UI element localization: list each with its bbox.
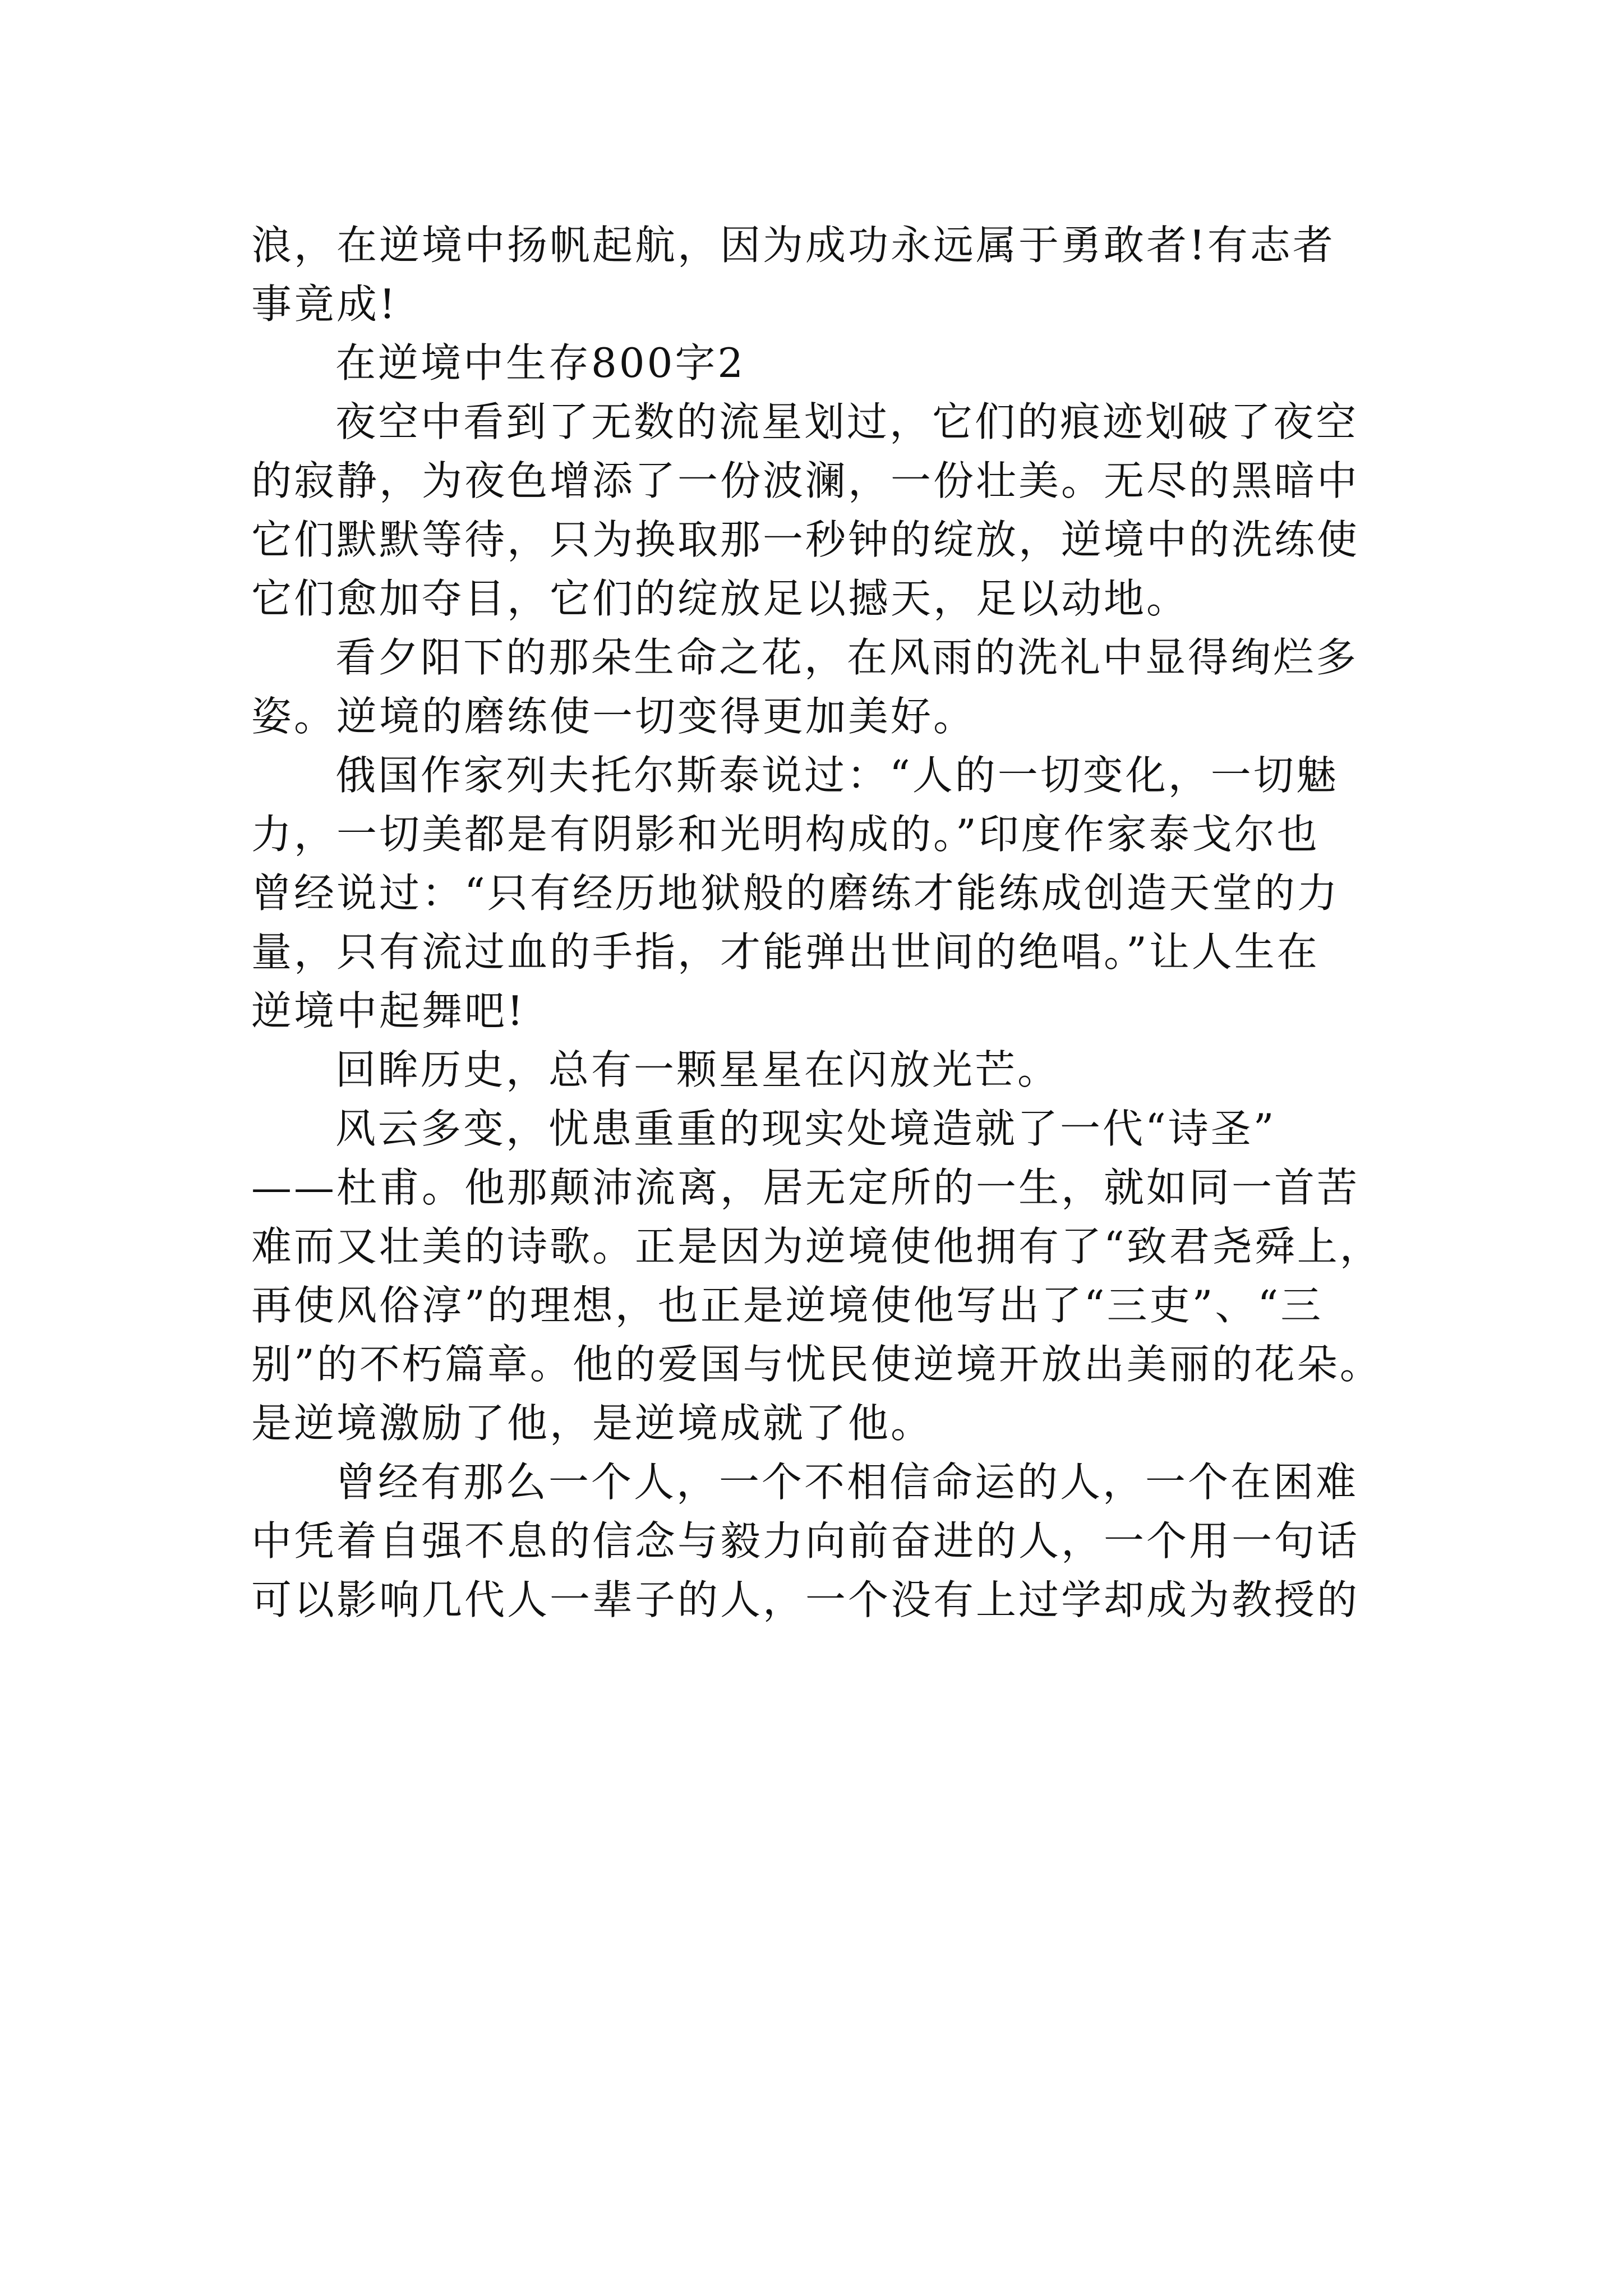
text-line: 看夕阳下的那朵生命之花，在风雨的洗礼中显得绚烂多	[335, 634, 1359, 681]
text-line: 量，只有流过血的手指，才能弹出世间的绝唱。”让人生在	[251, 928, 1320, 976]
text-line: 浪，在逆境中扬帆起航，因为成功永远属于勇敢者!有志者	[251, 222, 1335, 269]
text-line: 是逆境激励了他，是逆境成就了他。	[251, 1400, 934, 1447]
text-line: ——杜甫。他那颠沛流离，居无定所的一生，就如同一首苦	[251, 1164, 1360, 1211]
text-line: 风云多变，忧患重重的现实处境造就了一代“诗圣”	[335, 1105, 1276, 1152]
text-line: 可以影响几代人一辈子的人，一个没有上过学却成为教授的	[251, 1576, 1360, 1623]
text-line: 姿。逆境的磨练使一切变得更加美好。	[251, 693, 976, 740]
text-line: 它们愈加夺目，它们的绽放足以撼天，足以动地。	[251, 575, 1189, 622]
text-line: 逆境中起舞吧!	[251, 987, 525, 1034]
text-line: 回眸历史，总有一颗星星在闪放光芒。	[335, 1046, 1061, 1093]
text-line: 中凭着自强不息的信念与毅力向前奋进的人，一个用一句话	[251, 1517, 1360, 1565]
text-line: 事竟成!	[251, 280, 398, 328]
text-line: 它们默默等待，只为换取那一秒钟的绽放，逆境中的洗练使	[251, 516, 1360, 563]
text-line: 的寂静，为夜色增添了一份波澜，一份壮美。无尽的黑暗中	[251, 457, 1360, 504]
text-line: 力，一切美都是有阴影和光明构成的。”印度作家泰戈尔也	[251, 811, 1320, 858]
text-line: 俄国作家列夫托尔斯泰说过：“人的一切变化，一切魅	[335, 752, 1339, 799]
section-heading: 在逆境中生存800字2	[335, 339, 746, 386]
text-line: 难而又壮美的诗歌。正是因为逆境使他拥有了“致君尧舜上，	[251, 1223, 1382, 1270]
text-line: 曾经有那么一个人，一个不相信命运的人，一个在困难	[335, 1458, 1359, 1506]
text-line: 再使风俗淳”的理想，也正是逆境使他写出了“三吏”、“三	[251, 1282, 1324, 1329]
document-body	[251, 216, 1384, 1630]
text-line: 夜空中看到了无数的流星划过，它们的痕迹划破了夜空	[335, 398, 1359, 445]
text-line: 别”的不朽篇章。他的爱国与忧民使逆境开放出美丽的花朵。	[251, 1341, 1382, 1388]
text-line: 曾经说过：“只有经历地狱般的磨练才能练成创造天堂的力	[251, 869, 1340, 917]
